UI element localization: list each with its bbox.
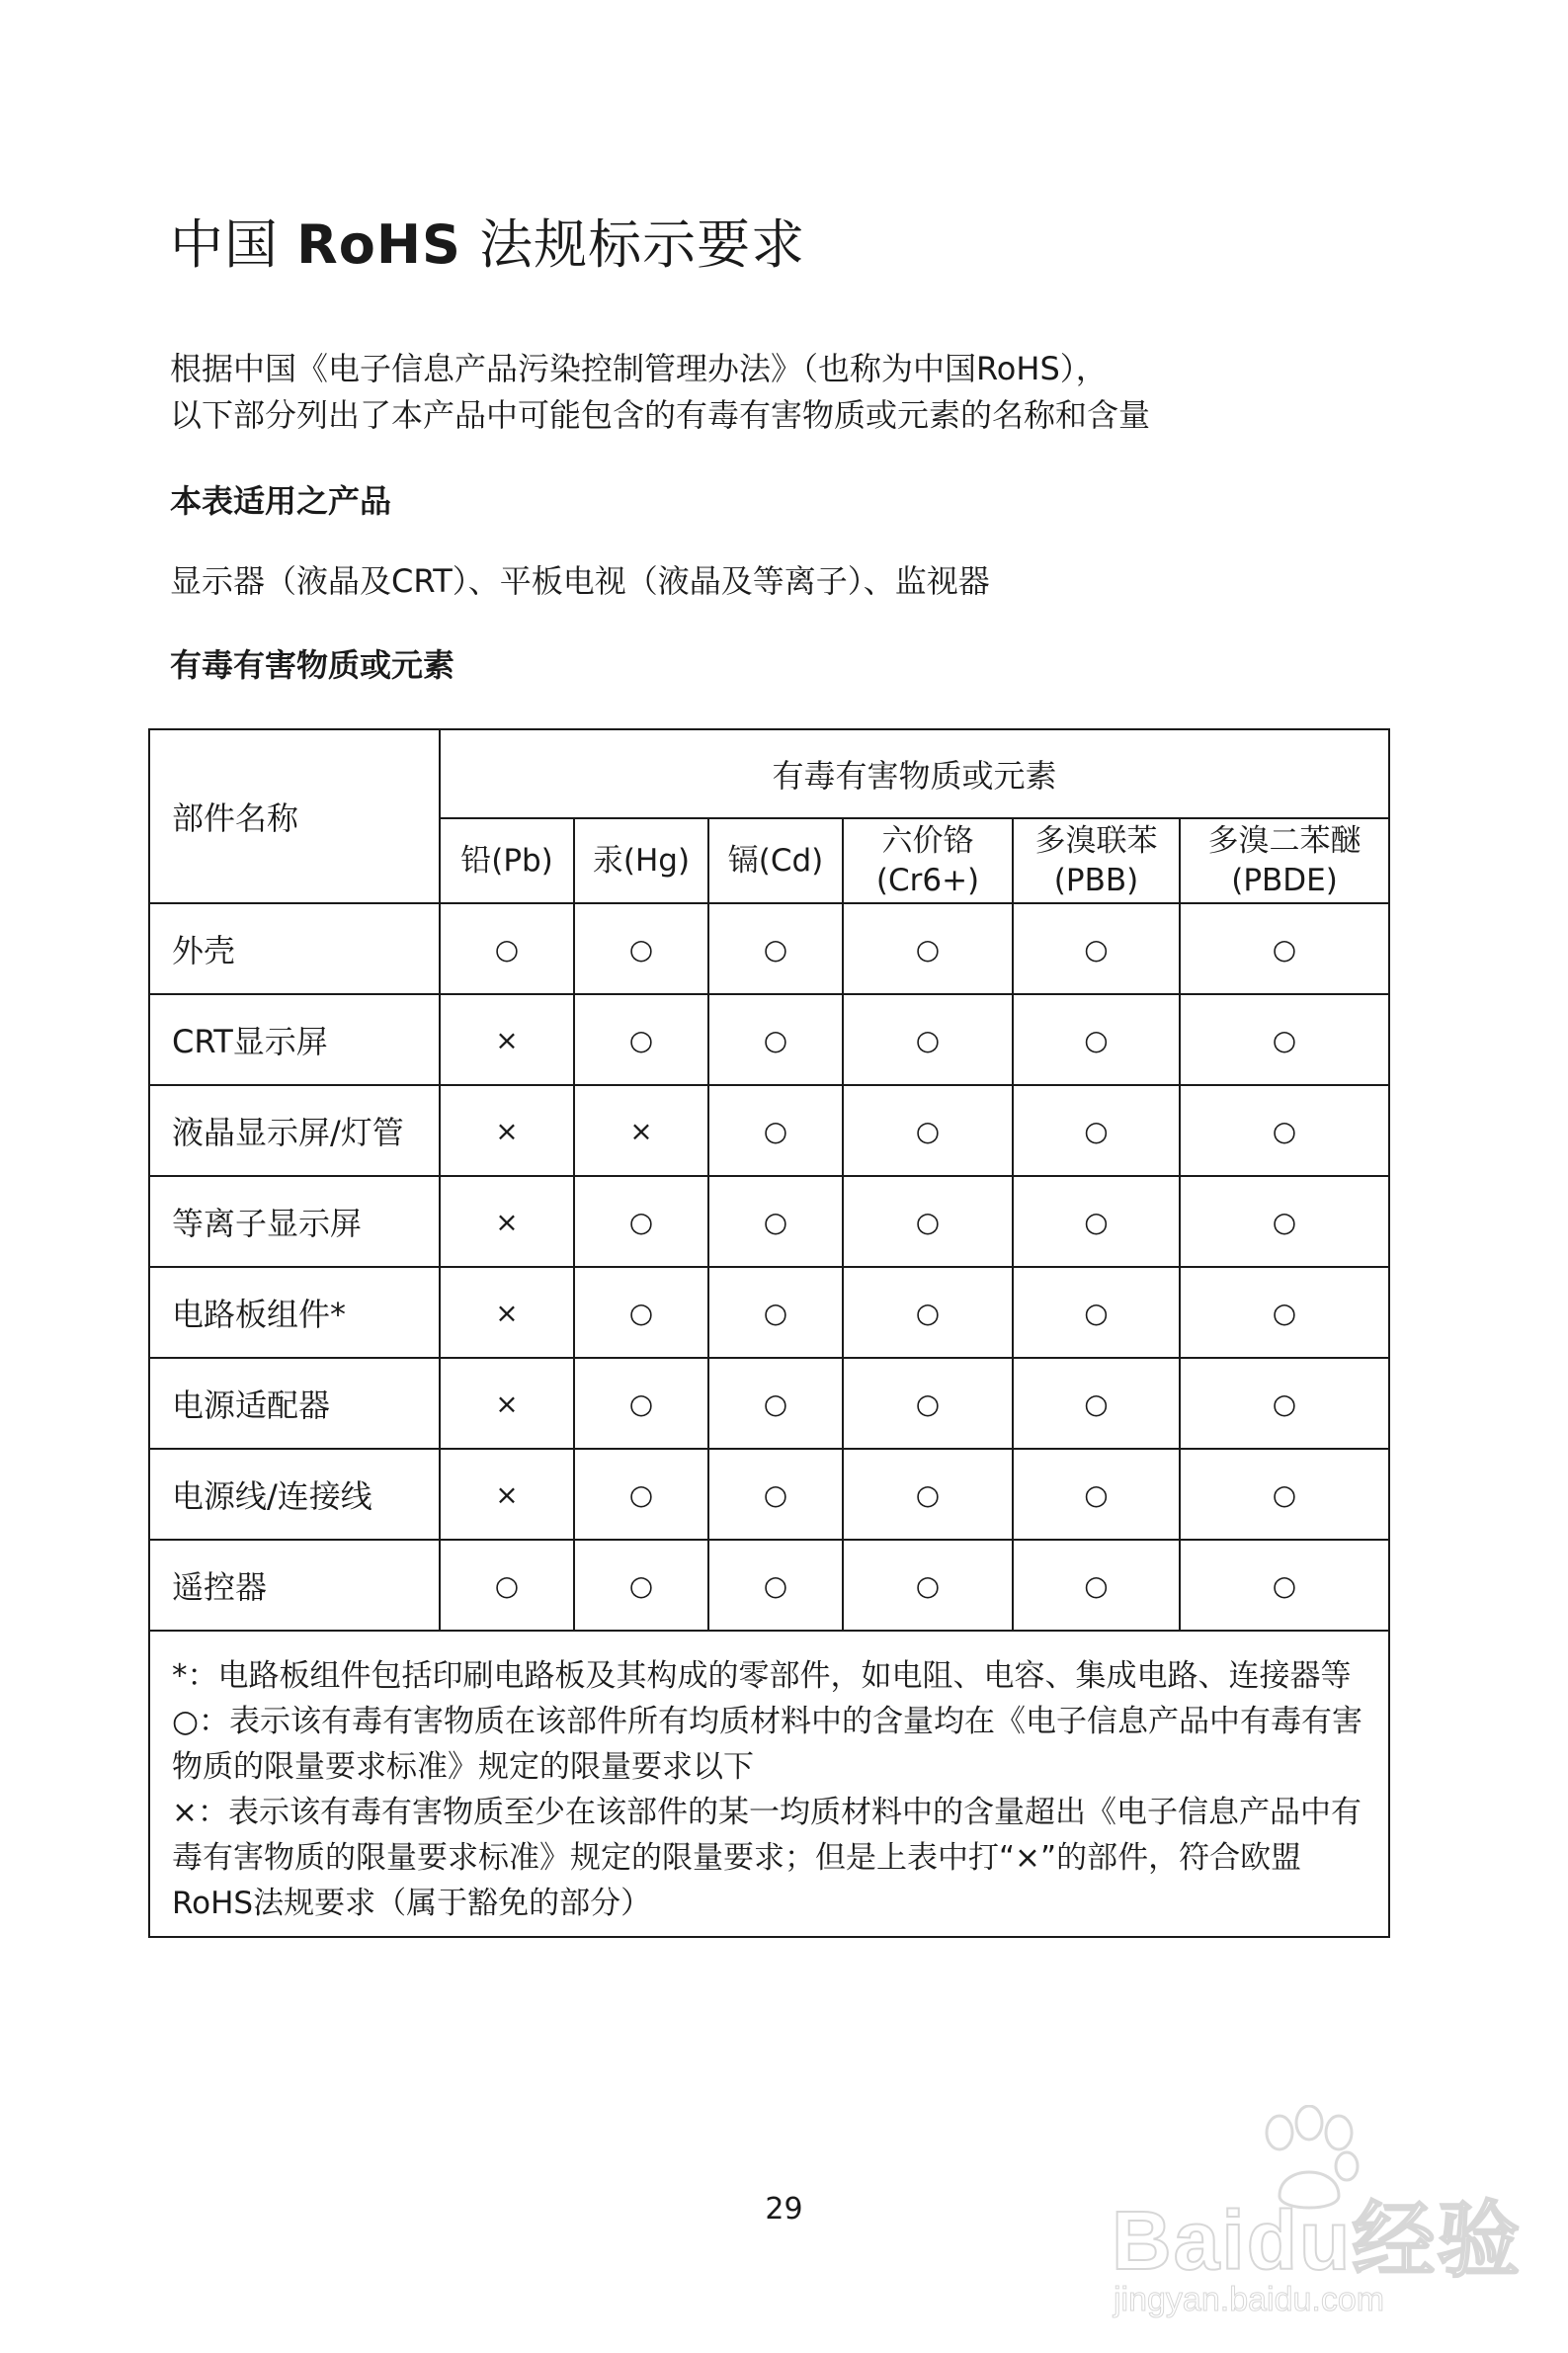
substance-status-cell: ○ <box>1013 1540 1180 1631</box>
substance-status-cell: ○ <box>708 1449 843 1540</box>
substance-header-line1: 多溴二苯醚 <box>1207 823 1362 859</box>
substance-header-line2: (Cr6+) <box>875 863 980 898</box>
substance-status-cell: ○ <box>708 1358 843 1449</box>
substance-status-cell: ○ <box>1013 1176 1180 1267</box>
substance-header-4 <box>1013 818 1180 903</box>
substance-header-2 <box>708 818 843 903</box>
table-row <box>149 1085 1389 1176</box>
substance-status-cell: × <box>440 1449 574 1540</box>
rohs-table <box>148 728 1390 1938</box>
substance-status-cell: ○ <box>708 1176 843 1267</box>
substance-status-cell: ○ <box>843 903 1013 994</box>
substance-header-line1: 铅(Pb) <box>460 843 553 879</box>
part-name-cell: 电源适配器 <box>149 1358 440 1449</box>
substance-header-line1: 镉(Cd) <box>727 843 824 879</box>
substance-status-cell: ○ <box>843 1540 1013 1631</box>
substance-status-cell: ○ <box>574 903 708 994</box>
page-title <box>170 203 805 279</box>
substance-status-cell: ○ <box>574 994 708 1085</box>
substance-status-cell: ○ <box>1180 1449 1389 1540</box>
note-circle: ○：表示该有毒有害物质在该部件所有均质材料中的含量均在《电子信息产品中有毒有害物质的限量要求标准》规定的限量要求以下 <box>172 1704 1363 1785</box>
substance-status-cell: × <box>440 1176 574 1267</box>
substance-status-cell: × <box>574 1085 708 1176</box>
substance-status-cell: × <box>440 1358 574 1449</box>
table-row <box>149 1267 1389 1358</box>
table-row <box>149 903 1389 994</box>
substance-header-line1: 多溴联苯 <box>1034 823 1158 859</box>
substance-status-cell: ○ <box>574 1267 708 1358</box>
part-name-cell: 遥控器 <box>149 1540 440 1631</box>
substance-header-line2: (PBDE) <box>1231 863 1338 898</box>
watermark-logo-text: Baidu经验 <box>1112 2194 1523 2287</box>
substance-status-cell: ○ <box>574 1540 708 1631</box>
title-prefix: 中国 <box>170 213 297 276</box>
substance-status-cell: ○ <box>574 1449 708 1540</box>
substance-status-cell: ○ <box>1180 1176 1389 1267</box>
watermark-url: jingyan.baidu.com <box>1114 2281 1385 2318</box>
substance-status-cell: ○ <box>1013 1267 1180 1358</box>
substance-status-cell: ○ <box>1013 1449 1180 1540</box>
substance-status-cell: ○ <box>1013 903 1180 994</box>
substance-status-cell: ○ <box>574 1358 708 1449</box>
substance-status-cell: ○ <box>708 1085 843 1176</box>
substance-status-cell: ○ <box>843 1176 1013 1267</box>
substance-status-cell: ○ <box>1180 903 1389 994</box>
substance-status-cell: ○ <box>1013 994 1180 1085</box>
substance-group-header: 有毒有害物质或元素 <box>440 729 1389 818</box>
substance-header-5 <box>1180 818 1389 903</box>
substance-header-line1: 六价铬 <box>881 823 974 859</box>
baidu-watermark <box>1092 2105 1523 2332</box>
note-cross: ×：表示该有毒有害物质至少在该部件的某一均质材料中的含量超出《电子信息产品中有毒有害物质的限量要求标准》规定的限量要求；但是上表中打“×”的部件，符合欧盟RoHS法规要求（属于豁免的部分） <box>172 1795 1362 1921</box>
substance-status-cell: ○ <box>1180 1358 1389 1449</box>
part-name-cell: 电路板组件* <box>149 1267 440 1358</box>
part-name-cell: 等离子显示屏 <box>149 1176 440 1267</box>
substance-status-cell: ○ <box>708 994 843 1085</box>
title-bold: RoHS <box>296 213 461 276</box>
table-row <box>149 1540 1389 1631</box>
note-asterisk: *：电路板组件包括印刷电路板及其构成的零部件，如电阻、电容、集成电路、连接器等 <box>172 1658 1352 1694</box>
substance-header-0 <box>440 818 574 903</box>
substance-status-cell: ○ <box>708 903 843 994</box>
page-number: 29 <box>765 2192 803 2227</box>
table-row <box>149 1449 1389 1540</box>
substance-status-cell: ○ <box>843 1449 1013 1540</box>
part-name-cell: CRT显示屏 <box>149 994 440 1085</box>
substance-status-cell: ○ <box>843 1085 1013 1176</box>
table-row <box>149 994 1389 1085</box>
substance-status-cell: ○ <box>843 994 1013 1085</box>
part-name-header: 部件名称 <box>149 729 440 903</box>
products-text: 显示器（液晶及CRT）、平板电视（液晶及等离子）、监视器 <box>170 562 990 600</box>
substance-status-cell: ○ <box>1013 1358 1180 1449</box>
substance-status-cell: ○ <box>1180 1267 1389 1358</box>
intro-paragraph <box>170 346 1150 439</box>
intro-line-1: 根据中国《电子信息产品污染控制管理办法》（也称为中国RoHS）， <box>170 350 1108 387</box>
table-row <box>149 1176 1389 1267</box>
substance-status-cell: ○ <box>1180 1540 1389 1631</box>
table-body <box>149 903 1389 1631</box>
substance-status-cell: × <box>440 994 574 1085</box>
substance-status-cell: ○ <box>1013 1085 1180 1176</box>
substance-status-cell: ○ <box>708 1267 843 1358</box>
substance-status-cell: ○ <box>574 1176 708 1267</box>
part-name-cell: 外壳 <box>149 903 440 994</box>
part-name-cell: 液晶显示屏/灯管 <box>149 1085 440 1176</box>
substance-status-cell: ○ <box>1180 1085 1389 1176</box>
part-name-cell: 电源线/连接线 <box>149 1449 440 1540</box>
substance-status-cell: × <box>440 1085 574 1176</box>
substance-header-1 <box>574 818 708 903</box>
substance-status-cell: ○ <box>1180 994 1389 1085</box>
substance-header-3 <box>843 818 1013 903</box>
substance-status-cell: ○ <box>708 1540 843 1631</box>
title-suffix: 法规标示要求 <box>460 213 806 276</box>
substance-status-cell: ○ <box>843 1267 1013 1358</box>
table-notes <box>149 1631 1389 1937</box>
products-heading: 本表适用之产品 <box>170 482 392 520</box>
substance-header-line1: 汞(Hg) <box>592 843 691 879</box>
substance-status-cell: ○ <box>440 1540 574 1631</box>
substances-heading: 有毒有害物质或元素 <box>170 646 455 684</box>
table-row <box>149 1358 1389 1449</box>
substance-status-cell: ○ <box>440 903 574 994</box>
intro-line-2: 以下部分列出了本产品中可能包含的有毒有害物质或元素的名称和含量 <box>170 396 1151 434</box>
substance-status-cell: ○ <box>843 1358 1013 1449</box>
substance-header-line2: (PBB) <box>1053 863 1139 898</box>
substance-status-cell: × <box>440 1267 574 1358</box>
